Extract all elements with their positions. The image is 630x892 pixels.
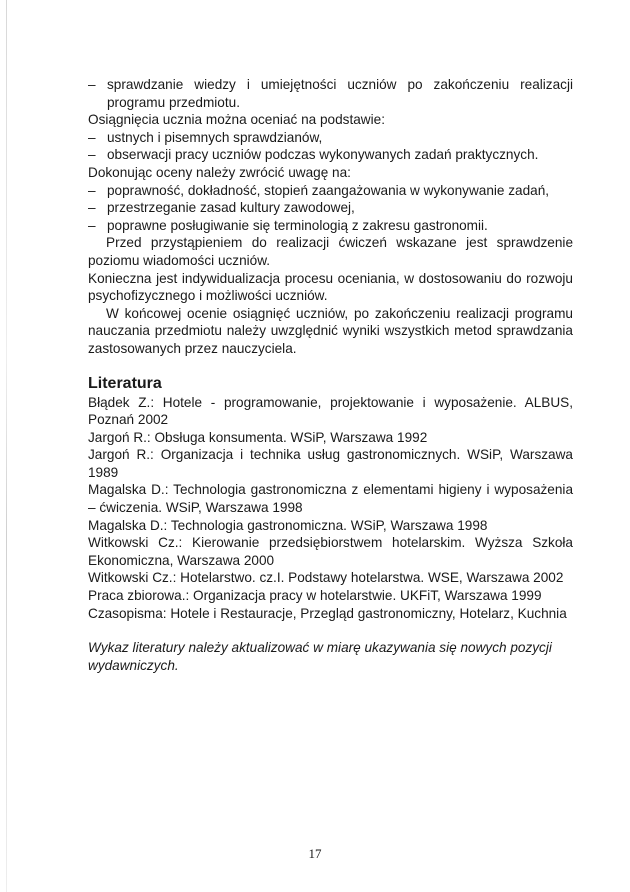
scan-edge xyxy=(6,0,7,892)
assessment-bullet xyxy=(88,146,573,164)
evaluation-bullet xyxy=(88,217,573,235)
literature-note: Wykaz literatury należy aktualizować w miarę ukazywania się nowych pozycji wydawniczych. xyxy=(88,640,552,673)
bullet-dash: – xyxy=(88,147,96,163)
bullet-dash: – xyxy=(88,182,96,198)
bullet-text: poprawne posługiwanie się terminologią z zakresu gastronomii. xyxy=(107,217,488,233)
bullet-text: poprawność, dokładność, stopień zaangażowania w wykonywanie zadań, xyxy=(107,182,550,198)
assessment-bullet xyxy=(88,129,573,147)
literature-item: Praca zbiorowa.: Organizacja pracy w hotelarstwie. UKFiT, Warszawa 1999 xyxy=(88,588,542,604)
literature-item: Czasopisma: Hotele i Restauracje, Przegląd gastronomiczny, Hotelarz, Kuchnia xyxy=(88,605,567,621)
evaluation-intro: Dokonując oceny należy zwrócić uwagę na: xyxy=(88,164,351,180)
bullet-dash: – xyxy=(88,77,96,92)
literature-item: Błądek Z.: Hotele - programowanie, projektowanie i wyposażenie. ALBUS, Poznań 2002 xyxy=(88,394,573,428)
assessment-intro: Osiągnięcia ucznia można oceniać na podstawie: xyxy=(88,112,385,128)
bullet-dash: – xyxy=(88,129,96,145)
page-number: 17 xyxy=(308,846,322,861)
bullet-text: ustnych i pisemnych sprawdzianów, xyxy=(107,129,323,145)
bullet-dash: – xyxy=(88,200,96,216)
literature-title: Literatura xyxy=(88,374,162,392)
literature-item: Magalska D.: Technologia gastronomiczna z elementami higieny i wyposażenia – ćwiczenia. WSiP, Warszawa 1998 xyxy=(88,482,573,516)
paragraph-preparation: Przed przystąpieniem do realizacji ćwiczeń wskazane jest sprawdzenie poziomu wiadomości uczniów. xyxy=(88,235,573,268)
evaluation-bullet xyxy=(88,182,573,200)
bullet-text: obserwacji pracy uczniów podczas wykonywanych zadań praktycznych. xyxy=(107,147,539,163)
literature-item: Jargoń R.: Organizacja i technika usług gastronomicznych. WSiP, Warszawa 1989 xyxy=(88,447,573,480)
literature-item: Witkowski Cz.: Kierowanie przedsiębiorstwem hotelarskim. Wyższa Szkoła Ekonomiczna, Warszawa 2000 xyxy=(88,535,573,568)
page-content xyxy=(88,76,573,674)
literature-item: Magalska D.: Technologia gastronomiczna. WSiP, Warszawa 1998 xyxy=(88,517,488,533)
bullet-text: sprawdzanie wiedzy i umiejętności uczniów po zakończeniu realizacji programu przedmiotu. xyxy=(107,77,573,110)
bullet-dash: – xyxy=(88,217,96,233)
literature-item: Witkowski Cz.: Hotelarstwo. cz.I. Podstawy hotelarstwa. WSE, Warszawa 2002 xyxy=(88,570,564,586)
literature-item: Jargoń R.: Obsługa konsumenta. WSiP, Warszawa 1992 xyxy=(88,429,428,445)
bullet-text: przestrzeganie zasad kultury zawodowej, xyxy=(107,200,355,216)
intro-bullet xyxy=(88,76,573,111)
evaluation-bullet xyxy=(88,199,573,217)
paragraph-individualization: Konieczna jest indywidualizacja procesu oceniania, w dostosowaniu do rozwoju psychofizycznego i możliwości uczniów. xyxy=(88,270,573,304)
paragraph-final-assessment: W końcowej ocenie osiągnięć uczniów, po zakończeniu realizacji programu nauczania przedmiotu należy uwzględnić wyniki wszystkich metod sprawdzania zastosowanych przez nauczyciela. xyxy=(88,305,573,356)
